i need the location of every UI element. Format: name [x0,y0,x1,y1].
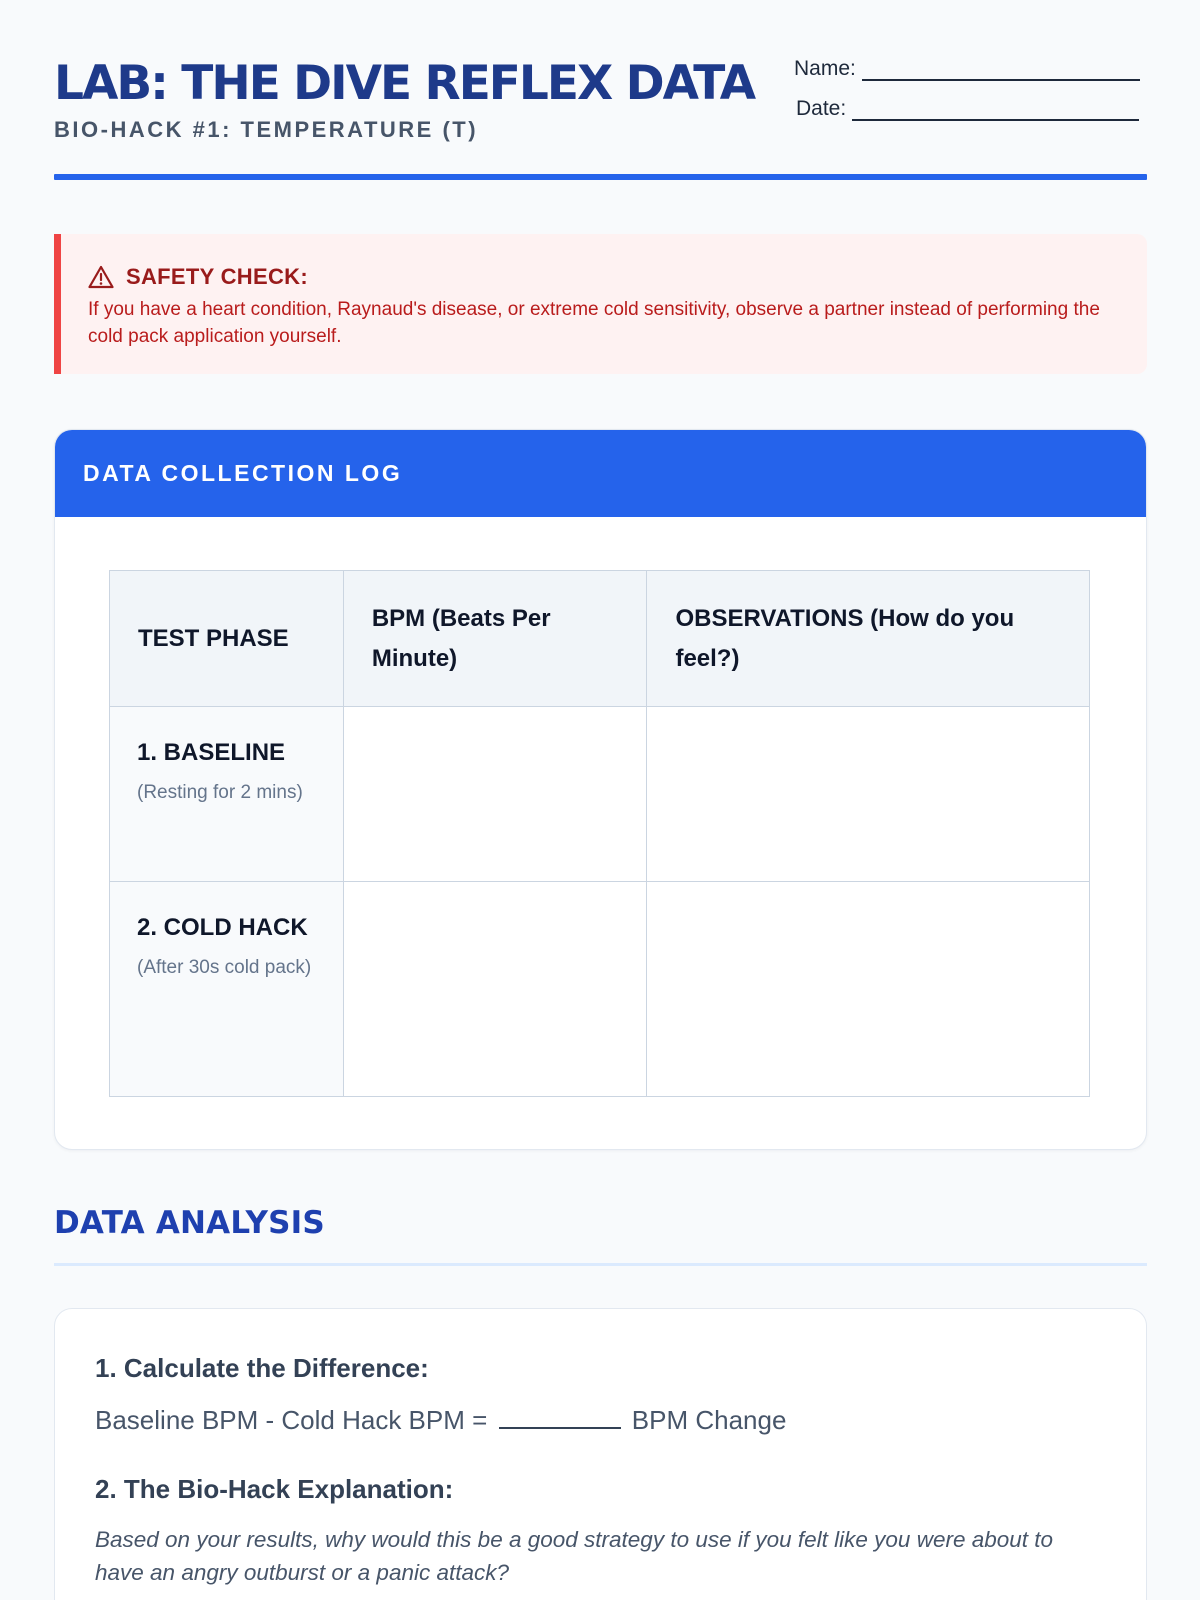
warning-triangle-icon [88,265,114,289]
safety-heading [88,264,1119,290]
safety-callout [54,234,1147,374]
question-2-title: 2. The Bio-Hack Explanation: [95,1474,454,1504]
header-divider [54,174,1147,180]
question-2-prompt: Based on your results, why would this be a good strategy to use if you felt like you were about to have an angry outburst or a panic attack? [95,1527,1054,1585]
phase-cell [110,707,344,882]
question-1-formula [95,1405,786,1436]
data-collection-card [54,429,1147,1150]
observations-cell[interactable] [647,882,1090,1097]
bpm-cell[interactable] [343,707,647,882]
phase-cell [110,882,344,1097]
name-field[interactable] [794,57,1140,81]
data-collection-heading: DATA COLLECTION LOG [55,430,1146,517]
column-header-observations: OBSERVATIONS (How do you feel?) [647,571,1090,707]
safety-text: If you have a heart condition, Raynaud's disease, or extreme cold sensitivity, observe a partner instead of performing the cold pack application yourself. [88,299,1100,347]
page-title: LAB: THE DIVE REFLEX DATA [54,56,755,111]
date-label: Date: [796,97,847,120]
name-blank-line[interactable] [862,63,1140,81]
phase-label: 1. BASELINE [137,739,286,766]
table-row [110,707,1090,882]
observations-cell[interactable] [647,707,1090,882]
question-1-title: 1. Calculate the Difference: [95,1353,429,1383]
formula-left: Baseline BPM - Cold Hack BPM = [95,1405,488,1435]
analysis-card [54,1308,1147,1600]
worksheet-header [54,0,1147,182]
name-label: Name: [794,57,856,80]
phase-detail: (Resting for 2 mins) [137,782,303,803]
table-header-row [110,571,1090,707]
bpm-cell[interactable] [343,882,647,1097]
phase-label: 2. COLD HACK [137,914,308,941]
worksheet-page [54,0,1147,1585]
safety-title: SAFETY CHECK: [126,264,308,289]
column-header-bpm: BPM (Beats Per Minute) [343,571,647,707]
bpm-change-blank[interactable] [499,1407,621,1429]
page-subtitle: BIO-HACK #1: TEMPERATURE (T) [54,117,479,142]
column-header-test-phase: TEST PHASE [110,571,344,707]
formula-right: BPM Change [631,1405,787,1435]
table-row [110,882,1090,1097]
phase-detail: (After 30s cold pack) [137,957,312,978]
date-blank-line[interactable] [852,103,1139,121]
analysis-divider [54,1263,1147,1266]
analysis-heading: DATA ANALYSIS [54,1205,325,1241]
date-field[interactable] [796,97,1139,121]
data-collection-table [109,570,1090,1097]
